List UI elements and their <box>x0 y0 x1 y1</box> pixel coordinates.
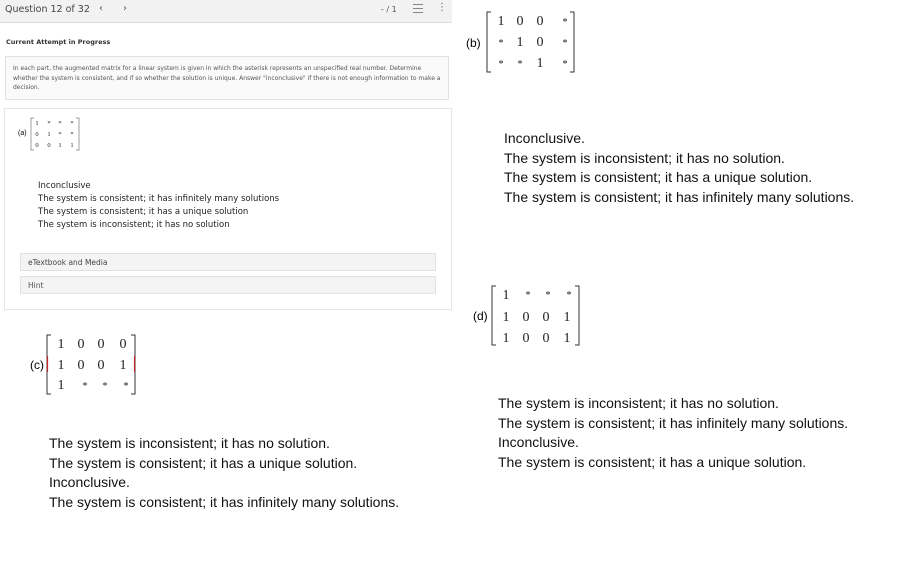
matrix-c-cell: 0 <box>119 337 127 352</box>
part-c-option[interactable]: The system is consistent; it has a unique solution. <box>49 454 358 471</box>
matrix-c-cell: * <box>123 381 129 392</box>
matrix-a-cell: * <box>70 131 74 138</box>
part-b-label: (b) <box>466 36 481 50</box>
matrix-c <box>28 332 148 398</box>
part-c-option[interactable]: The system is consistent; it has infinitely many solutions. <box>49 493 400 510</box>
matrix-a-cell: 0 <box>35 131 39 138</box>
part-a-label: (a) <box>18 130 27 137</box>
matrix-d-cell: * <box>545 290 551 301</box>
matrix-d-cell: 0 <box>542 331 550 346</box>
matrix-b-cell: * <box>562 59 568 70</box>
part-a-options <box>38 180 279 232</box>
part-c-label: (c) <box>30 358 44 372</box>
part-d-option[interactable]: The system is consistent; it has a unique solution. <box>498 453 807 470</box>
part-d-option[interactable]: The system is consistent; it has infinitely many solutions. <box>498 414 849 431</box>
attempt-status: Current Attempt in Progress <box>6 38 111 46</box>
part-c-options <box>49 434 399 512</box>
previous-question-button[interactable]: ‹ <box>99 3 103 14</box>
part-a-option[interactable]: The system is inconsistent; it has no solution <box>38 220 230 230</box>
hint-button[interactable]: Hint <box>20 276 436 294</box>
matrix-b-cell: * <box>517 59 523 70</box>
part-b-option[interactable]: The system is consistent; it has a unique solution. <box>504 169 813 185</box>
matrix-a-cell: * <box>47 120 51 127</box>
part-d-label: (d) <box>473 309 488 323</box>
part-d-option[interactable]: The system is inconsistent; it has no solution. <box>498 395 779 411</box>
matrix-d-left-bracket <box>492 286 496 345</box>
matrix-d-right-bracket <box>575 286 579 345</box>
matrix-d <box>470 282 585 348</box>
part-d-option[interactable]: Inconclusive. <box>498 434 579 450</box>
matrix-a-cell: * <box>58 131 62 138</box>
matrix-b-cell: 0 <box>536 14 544 29</box>
matrix-b-cell: 1 <box>497 14 505 29</box>
matrix-b-cell: 0 <box>536 35 544 50</box>
etextbook-media-button[interactable]: eTextbook and Media <box>20 253 436 271</box>
matrix-a-cell: 1 <box>58 142 62 149</box>
matrix-a-cell: 1 <box>35 120 39 127</box>
part-a-option[interactable]: The system is consistent; it has infinitely many solutions <box>38 194 280 204</box>
matrix-c-cell: 1 <box>119 358 127 373</box>
question-score: - / 1 <box>381 5 397 14</box>
instructions-box <box>5 56 449 100</box>
question-counter: Question 12 of 32 <box>5 4 90 15</box>
part-b-option[interactable]: Inconclusive. <box>504 130 585 146</box>
matrix-b-cell: 1 <box>516 35 524 50</box>
matrix-d-cell: * <box>525 290 531 301</box>
matrix-b-left-bracket <box>487 12 491 72</box>
matrix-a-cell: * <box>70 120 74 127</box>
matrix-c-cell: 0 <box>97 358 105 373</box>
matrix-b-right-bracket <box>570 12 574 72</box>
matrix-c-cell: 0 <box>77 358 85 373</box>
part-b-option[interactable]: The system is consistent; it has infinitely many solutions. <box>504 188 855 205</box>
matrix-a <box>16 114 86 154</box>
matrix-c-cell: * <box>102 381 108 392</box>
part-d-options <box>498 394 848 472</box>
more-vertical-icon[interactable]: ⋮ <box>437 2 447 13</box>
part-c-option[interactable]: Inconclusive. <box>49 474 130 490</box>
matrix-a-cell: 1 <box>70 142 74 149</box>
matrix-b-cell: * <box>562 38 568 49</box>
matrix-a-right-bracket <box>76 118 79 150</box>
matrix-b-cell: * <box>498 38 504 49</box>
list-icon[interactable] <box>413 4 423 13</box>
matrix-c-cell: 1 <box>57 358 65 373</box>
matrix-a-left-bracket <box>31 118 34 150</box>
matrix-d-cell: * <box>566 290 572 301</box>
part-b-options <box>504 129 854 207</box>
part-c-option[interactable]: The system is inconsistent; it has no solution. <box>49 435 330 451</box>
matrix-d-cell: 0 <box>522 331 530 346</box>
part-a-option[interactable]: The system is consistent; it has a unique solution <box>38 207 249 217</box>
matrix-a-cell: 0 <box>35 142 39 149</box>
matrix-b-cell: * <box>562 17 568 28</box>
matrix-d-cell: 0 <box>542 310 550 325</box>
matrix-d-cell: 1 <box>502 288 510 303</box>
matrix-b <box>462 8 582 76</box>
matrix-d-cell: 1 <box>563 331 571 346</box>
next-question-button[interactable]: › <box>123 3 127 14</box>
matrix-c-cell: * <box>82 381 88 392</box>
matrix-d-cell: 1 <box>502 310 510 325</box>
matrix-b-cell: 0 <box>516 14 524 29</box>
matrix-a-cell: 0 <box>47 142 51 149</box>
matrix-c-cell: 0 <box>97 337 105 352</box>
instructions-text: In each part, the augmented matrix for a linear system is given in which the asterisk represents an unspecified real number. Determine whether the system is consistent, and if so whether the solution is unique. Answer "inconclusive" if there is not enough information to make a decision. <box>13 65 441 91</box>
matrix-a-cell: * <box>58 120 62 127</box>
matrix-c-cell: 1 <box>57 378 65 393</box>
matrix-a-cell: 1 <box>47 131 51 138</box>
matrix-b-cell: * <box>498 59 504 70</box>
matrix-d-cell: 1 <box>563 310 571 325</box>
part-a-option[interactable]: Inconclusive <box>38 181 91 191</box>
matrix-c-cell: 1 <box>57 337 65 352</box>
matrix-c-cell: 0 <box>77 337 85 352</box>
matrix-d-cell: 0 <box>522 310 530 325</box>
part-b-option[interactable]: The system is inconsistent; it has no solution. <box>504 149 785 166</box>
matrix-d-cell: 1 <box>502 331 510 346</box>
matrix-b-cell: 1 <box>536 56 544 71</box>
